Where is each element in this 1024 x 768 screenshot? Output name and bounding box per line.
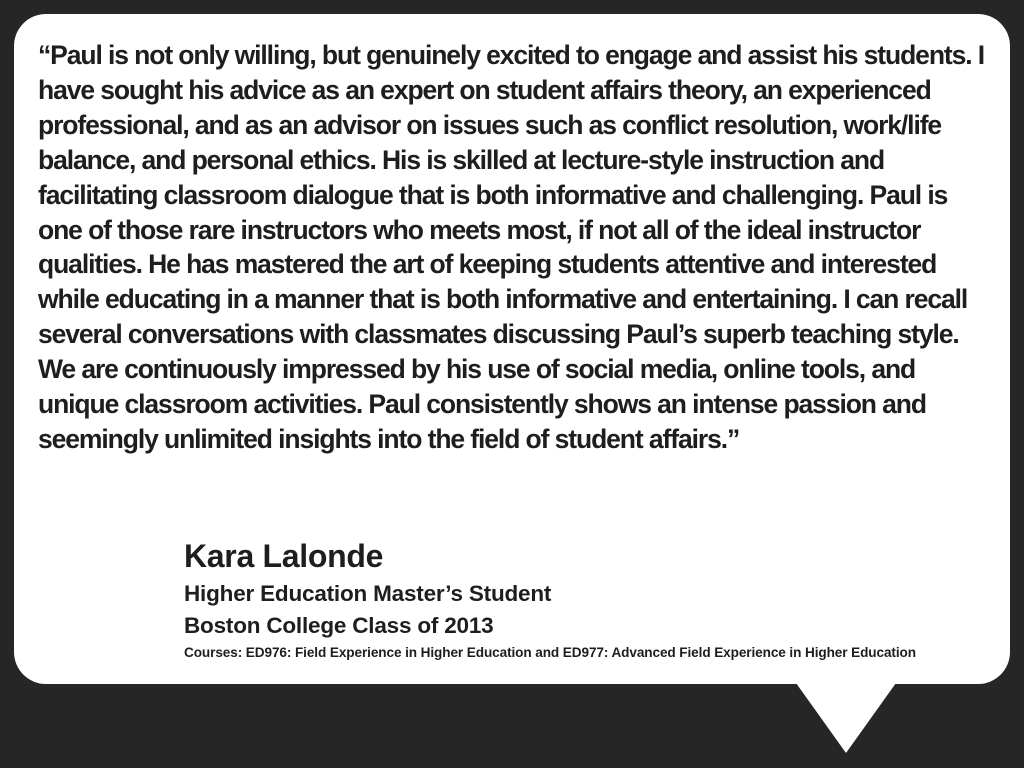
author-name: Kara Lalonde — [184, 538, 384, 574]
testimonial-quote: “Paul is not only willing, but genuinely excited to engage and assist his students. I have sought his advice as an expert on student affairs theory, an experienced professional, and as an advisor on issues such as conflict resolution, work/life balance, and personal ethics. His is skilled at lecture-style instruction and facilitating classroom dialogue that is both informative and challenging. Paul is one of those rare instructors who meets most, if not all of the ideal instructor qualities. He has mastered the art of keeping students attentive and interested while educating in a manner that is both informative and entertaining. I can recall several conversations with classmates discussing Paul’s superb teaching style. We are continuously impressed by his use of social media, online tools, and unique classroom activities. Paul consistently shows an intense passion and seemingly unlimited insights into the field of student affairs.” — [38, 40, 985, 454]
attribution-block — [184, 534, 916, 664]
speech-bubble-tail — [796, 683, 896, 753]
author-school: Boston College Class of 2013 — [184, 613, 494, 638]
author-role: Higher Education Master’s Student — [184, 581, 552, 606]
speech-bubble — [14, 14, 1010, 684]
author-courses: Courses: ED976: Field Experience in Higher Education and ED977: Advanced Field Experience in Higher Education — [184, 645, 916, 660]
